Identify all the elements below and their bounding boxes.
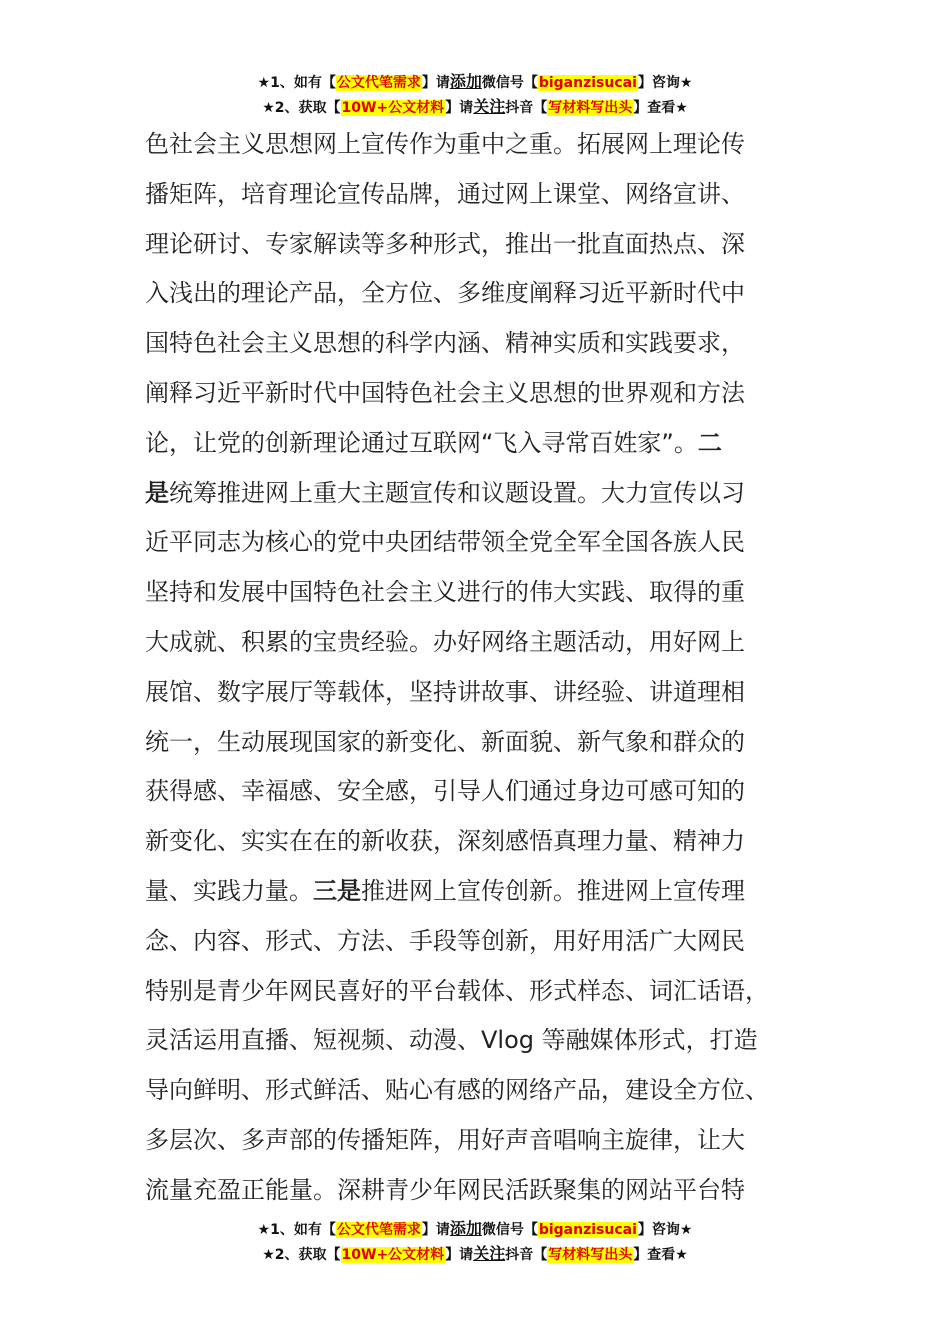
banner-line-1 — [0, 70, 950, 95]
banner-text: 微信号【 — [481, 1222, 538, 1238]
banner-line-2 — [0, 95, 950, 120]
body-bold-text: 二 — [697, 428, 722, 457]
body-text: 坚持和发展中国特色社会主义进行的伟大实践、取得的重 — [145, 578, 745, 607]
body-text: 灵活运用直播、短视频、动漫、Vlog 等融媒体形式，打造 — [145, 1026, 758, 1055]
banner-highlight: 公文代笔需求 — [336, 1222, 421, 1238]
body-line — [145, 269, 810, 319]
banner-text: 】请 — [445, 100, 474, 116]
body-bold-text: 三是 — [313, 876, 361, 905]
banner-text: 】请 — [421, 1222, 450, 1238]
body-text: 色社会主义思想网上宣传作为重中之重。拓展网上理论传 — [145, 130, 745, 158]
body-line — [145, 220, 810, 270]
banner-text: ★2、获取【 — [262, 1247, 341, 1263]
body-line — [145, 170, 810, 220]
body-bold-text: 是 — [145, 478, 169, 507]
banner-text: ★1、如有【 — [257, 75, 336, 91]
body-line — [145, 668, 810, 718]
body-line — [145, 1016, 810, 1066]
body-text: 新变化、实实在在的新收获，深刻感悟真理力量、精神力 — [145, 827, 745, 856]
banner-underlined: 关注 — [473, 97, 506, 116]
banner-text: ★2、获取【 — [262, 100, 341, 116]
body-text: 近平同志为核心的党中央团结带领全党全军全国各族人民 — [145, 528, 745, 557]
body-line — [145, 618, 810, 668]
banner-underlined: 添加 — [449, 1219, 482, 1238]
banner-text: 】请 — [421, 75, 450, 91]
document-body — [145, 120, 810, 1216]
body-line — [145, 867, 810, 917]
banner-underlined: 关注 — [473, 1244, 506, 1263]
banner-text: 】咨询★ — [637, 1222, 693, 1238]
banner-text: ★1、如有【 — [257, 1222, 336, 1238]
body-text: 统一，生动展现国家的新变化、新面貌、新气象和群众的 — [145, 727, 745, 756]
banner-text: 】查看★ — [633, 100, 688, 116]
banner-text: 抖音【 — [505, 1247, 548, 1263]
banner-highlight: biganzisucai — [538, 75, 637, 91]
body-text: 展馆、数字展厅等载体，坚持讲故事、讲经验、讲道理相 — [145, 677, 745, 706]
body-line — [145, 568, 810, 618]
body-line — [145, 917, 810, 967]
body-text: 获得感、幸福感、安全感，引导人们通过身边可感可知的 — [145, 777, 745, 806]
banner-highlight: 写材料写出头 — [548, 100, 633, 116]
body-text: 论，让党的创新理论通过互联网“飞入寻常百姓家”。 — [145, 428, 698, 457]
body-text: 流量充盈正能量。深耕青少年网民活跃聚集的网站平台特 — [145, 1175, 745, 1204]
body-text: 多层次、多声部的传播矩阵，用好声音唱响主旋律，让大 — [145, 1125, 745, 1154]
body-text: 理论研讨、专家解读等多种形式，推出一批直面热点、深 — [145, 229, 745, 258]
banner-text: 】查看★ — [633, 1247, 688, 1263]
body-text: 国特色社会主义思想的科学内涵、精神实质和实践要求， — [145, 329, 745, 358]
header-banner — [0, 70, 950, 120]
body-text: 导向鲜明、形式鲜活、贴心有感的网络产品，建设全方位、 — [145, 1076, 769, 1105]
body-text: 推进网上宣传创新。推进网上宣传理 — [361, 876, 745, 905]
body-text: 入浅出的理论产品，全方位、多维度阐释习近平新时代中 — [145, 279, 745, 308]
banner-text: 抖音【 — [505, 100, 548, 116]
banner-highlight: biganzisucai — [538, 1222, 637, 1238]
banner-text: 】咨询★ — [637, 75, 693, 91]
banner-line-2 — [0, 1242, 950, 1267]
body-text: 统筹推进网上重大主题宣传和议题设置。大力宣传以习 — [169, 478, 745, 507]
body-line — [145, 369, 810, 419]
body-text: 特别是青少年网民喜好的平台载体、形式样态、词汇话语， — [145, 976, 769, 1005]
body-line — [145, 967, 810, 1017]
footer-banner — [0, 1217, 950, 1267]
body-line — [145, 1116, 810, 1166]
body-line — [145, 718, 810, 768]
body-text: 大成就、积累的宝贵经验。办好网络主题活动，用好网上 — [145, 627, 745, 656]
body-line — [145, 1066, 810, 1116]
body-line — [145, 1166, 810, 1216]
banner-line-1 — [0, 1217, 950, 1242]
body-text: 阐释习近平新时代中国特色社会主义思想的世界观和方法 — [145, 378, 745, 407]
banner-highlight: 写材料写出头 — [548, 1247, 633, 1263]
body-line — [145, 120, 810, 170]
body-line — [145, 518, 810, 568]
body-text: 量、实践力量。 — [145, 876, 313, 905]
banner-underlined: 添加 — [449, 72, 482, 91]
banner-highlight: 10W+公文材料 — [341, 1247, 445, 1263]
body-line — [145, 319, 810, 369]
body-line — [145, 817, 810, 867]
banner-highlight: 10W+公文材料 — [341, 100, 445, 116]
body-text: 播矩阵，培育理论宣传品牌，通过网上课堂、网络宣讲、 — [145, 179, 745, 208]
banner-highlight: 公文代笔需求 — [336, 75, 421, 91]
body-line — [145, 419, 810, 469]
body-text: 念、内容、形式、方法、手段等创新，用好用活广大网民 — [145, 926, 745, 955]
banner-text: 微信号【 — [481, 75, 538, 91]
body-line — [145, 469, 810, 519]
body-line — [145, 767, 810, 817]
banner-text: 】请 — [445, 1247, 474, 1263]
